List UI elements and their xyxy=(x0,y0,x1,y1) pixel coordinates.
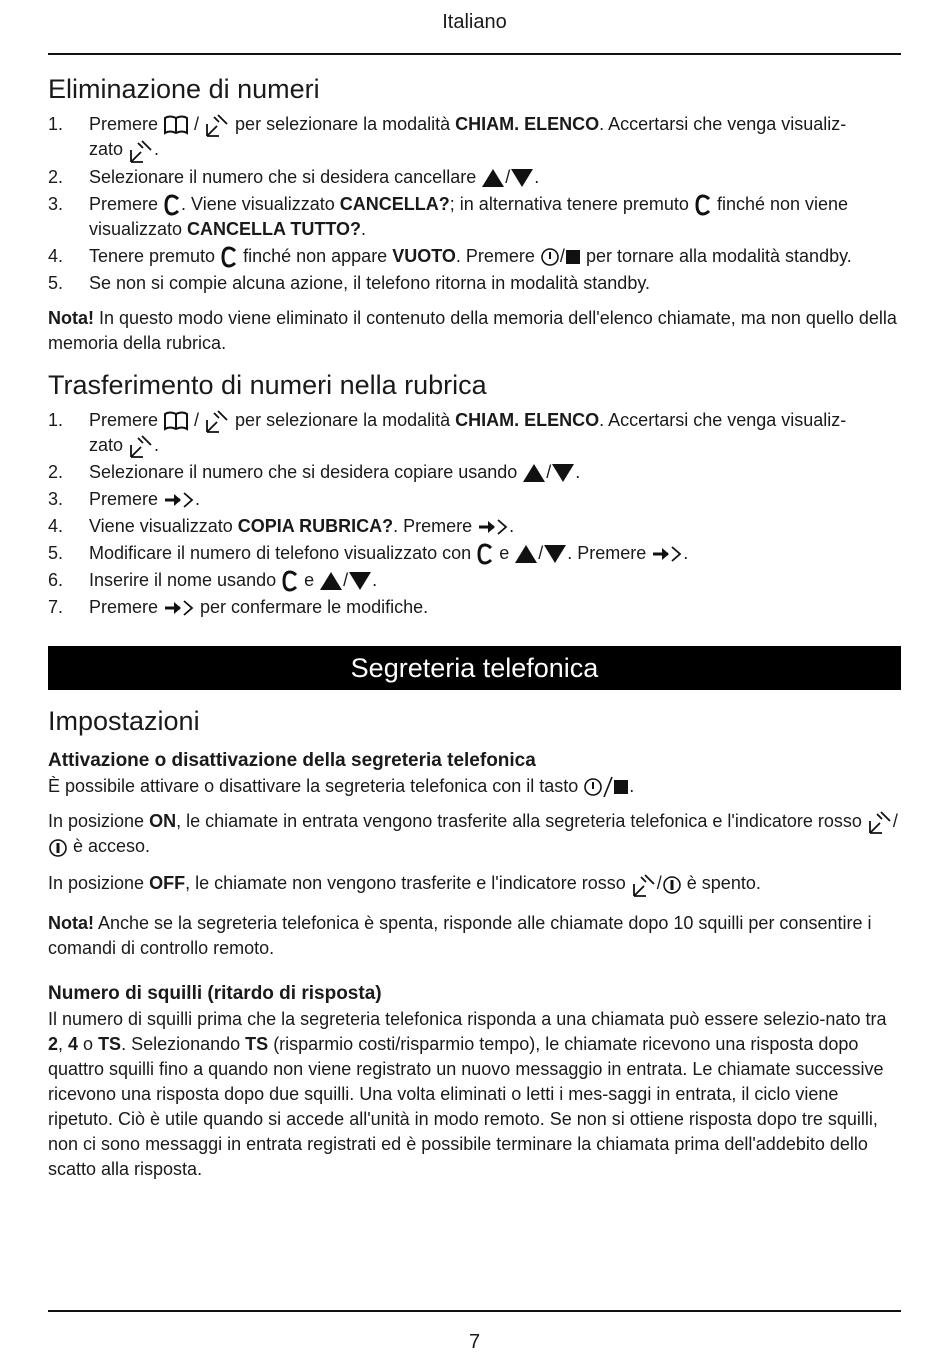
enter-arrow-icon xyxy=(163,598,195,618)
section-title-trasferimento: Trasferimento di numeri nella rubrica xyxy=(48,369,487,400)
stop-icon xyxy=(565,248,581,266)
answering-machine-icon xyxy=(867,810,893,834)
clear-c-icon xyxy=(163,194,181,216)
paragraph: Il numero di squilli prima che la segreteria telefonica risponda a una chiamata può essere selezio-nato tra 2, 4 o TS. Selezionando TS (risparmio costi/risparmio tempo), le chiamate ricevono una risposta dopo quattro squilli fino a quando non viene registrato un nuovo messaggio in entrata. Le chiamate successive ricevono una risposta dopo due squilli. Una volta eliminati o letti i mes-saggi in entrata, il ciclo viene ripetuto. Ciò è utile quando si accede all'unità in modo remoto. Se non si ottiene risposta dopo tre squilli, non ci sono messaggi in entrata registrati ed è possibile terminare la chiamata prima dell'addebito dello scatto alla risposta. xyxy=(48,1008,887,1179)
step-text: Premere xyxy=(89,114,164,134)
step-number: 3. xyxy=(48,193,64,214)
list-item: 6. Inserire il nome usando e / . xyxy=(48,568,901,593)
chapter-banner: Segreteria telefonica xyxy=(48,646,901,690)
section-title-eliminazione: Eliminazione di numeri xyxy=(48,74,320,104)
list-item: 4. Tenere premuto finché non appare VUOTO. Premere / per tornare alla modalità standby. xyxy=(48,244,901,269)
list-item: 2. Selezionare il numero che si desidera copiare usando / . xyxy=(48,460,901,485)
list-item: 7. Premere per confermare le modifiche. xyxy=(48,595,901,620)
step-number: 4. xyxy=(48,245,64,266)
stop-icon xyxy=(613,778,629,796)
list-item: 4. Viene visualizzato COPIA RUBRICA?. Premere . xyxy=(48,514,901,539)
arrow-up-icon xyxy=(481,168,505,188)
step-number: 1. xyxy=(48,114,64,134)
page-number: 7 xyxy=(468,1331,481,1353)
steps-trasferimento xyxy=(48,408,901,621)
clear-c-icon xyxy=(694,194,712,216)
note-segreteria: Nota! Anche se la segreteria telefonica è spenta, risponde alle chiamate dopo 10 squilli per consentire i comandi di controllo remoto. xyxy=(48,912,872,958)
header-rule xyxy=(48,53,901,55)
list-item: 3. Premere . xyxy=(48,487,901,512)
page-content xyxy=(48,72,901,1182)
enter-arrow-icon xyxy=(163,490,195,510)
arrow-up-icon xyxy=(522,463,546,483)
step-number: 4. xyxy=(48,516,64,536)
book-icon xyxy=(163,410,189,432)
page-header: Italiano xyxy=(442,11,507,33)
steps-eliminazione xyxy=(48,112,901,296)
clear-c-icon xyxy=(281,570,299,592)
step-number: 5. xyxy=(48,543,64,563)
subsection-title-squilli: Numero di squilli (ritardo di risposta) xyxy=(48,982,382,1004)
list-item: 2. Selezionare il numero che si desidera cancellare / . xyxy=(48,165,901,190)
answering-machine-icon xyxy=(204,113,230,137)
paragraph: È possibile attivare o disattivare la segreteria telefonica con il tasto . xyxy=(48,774,901,799)
led-indicator-icon xyxy=(662,875,682,895)
subsection-title-attivazione: Attivazione o disattivazione della segreteria telefonica xyxy=(48,750,536,771)
step-number: 5. xyxy=(48,272,64,293)
arrow-up-icon xyxy=(319,571,343,591)
clear-c-icon xyxy=(476,543,494,565)
arrow-down-icon xyxy=(510,168,534,188)
slash-icon xyxy=(603,776,613,798)
list-item: 1. Premere / per selezionare la modalità CHIAM. ELENCO. Accertarsi che venga visualiz- zato . xyxy=(48,408,901,459)
power-icon xyxy=(540,247,560,267)
enter-arrow-icon xyxy=(477,517,509,537)
footer-rule xyxy=(48,1310,901,1312)
power-icon xyxy=(583,777,603,797)
clear-c-icon xyxy=(220,246,238,268)
step-number: 2. xyxy=(48,166,64,187)
answering-machine-icon xyxy=(204,409,230,433)
step-number: 7. xyxy=(48,597,64,617)
section-title-impostazioni: Impostazioni xyxy=(48,706,200,736)
arrow-down-icon xyxy=(551,463,575,483)
enter-arrow-icon xyxy=(651,544,683,564)
book-icon xyxy=(163,114,189,136)
list-item: 3. Premere . Viene visualizzato CANCELLA?; in alternativa tenere premuto finché non viene visualizzato CANCELLA TUTTO?. xyxy=(48,193,849,239)
answering-machine-icon xyxy=(128,139,154,163)
step-number: 3. xyxy=(48,489,64,509)
led-indicator-icon xyxy=(48,838,68,858)
arrow-up-icon xyxy=(514,544,538,564)
arrow-down-icon xyxy=(543,544,567,564)
answering-machine-icon xyxy=(631,873,657,897)
paragraph: In posizione ON, le chiamate in entrata vengono trasferite alla segreteria telefonica e l'indicatore rosso / è acceso. xyxy=(48,811,898,857)
step-number: 2. xyxy=(48,462,64,482)
note-eliminazione: Nota! In questo modo viene eliminato il contenuto della memoria dell'elenco chiamate, ma non quello della memoria della rubrica. xyxy=(48,307,897,353)
step-number: 1. xyxy=(48,409,64,430)
list-item: 5. Se non si compie alcuna azione, il telefono ritorna in modalità standby. xyxy=(48,271,901,296)
arrow-down-icon xyxy=(348,571,372,591)
list-item: 1. Premere / per selezionare la modalità CHIAM. ELENCO. Accertarsi che venga visualiz- zato . xyxy=(48,112,901,163)
step-number: 6. xyxy=(48,570,64,590)
paragraph: In posizione OFF, le chiamate non vengono trasferite e l'indicatore rosso / è spento. xyxy=(48,871,901,896)
answering-machine-icon xyxy=(128,434,154,458)
list-item: 5. Modificare il numero di telefono visualizzato con e / . Premere . xyxy=(48,541,901,566)
